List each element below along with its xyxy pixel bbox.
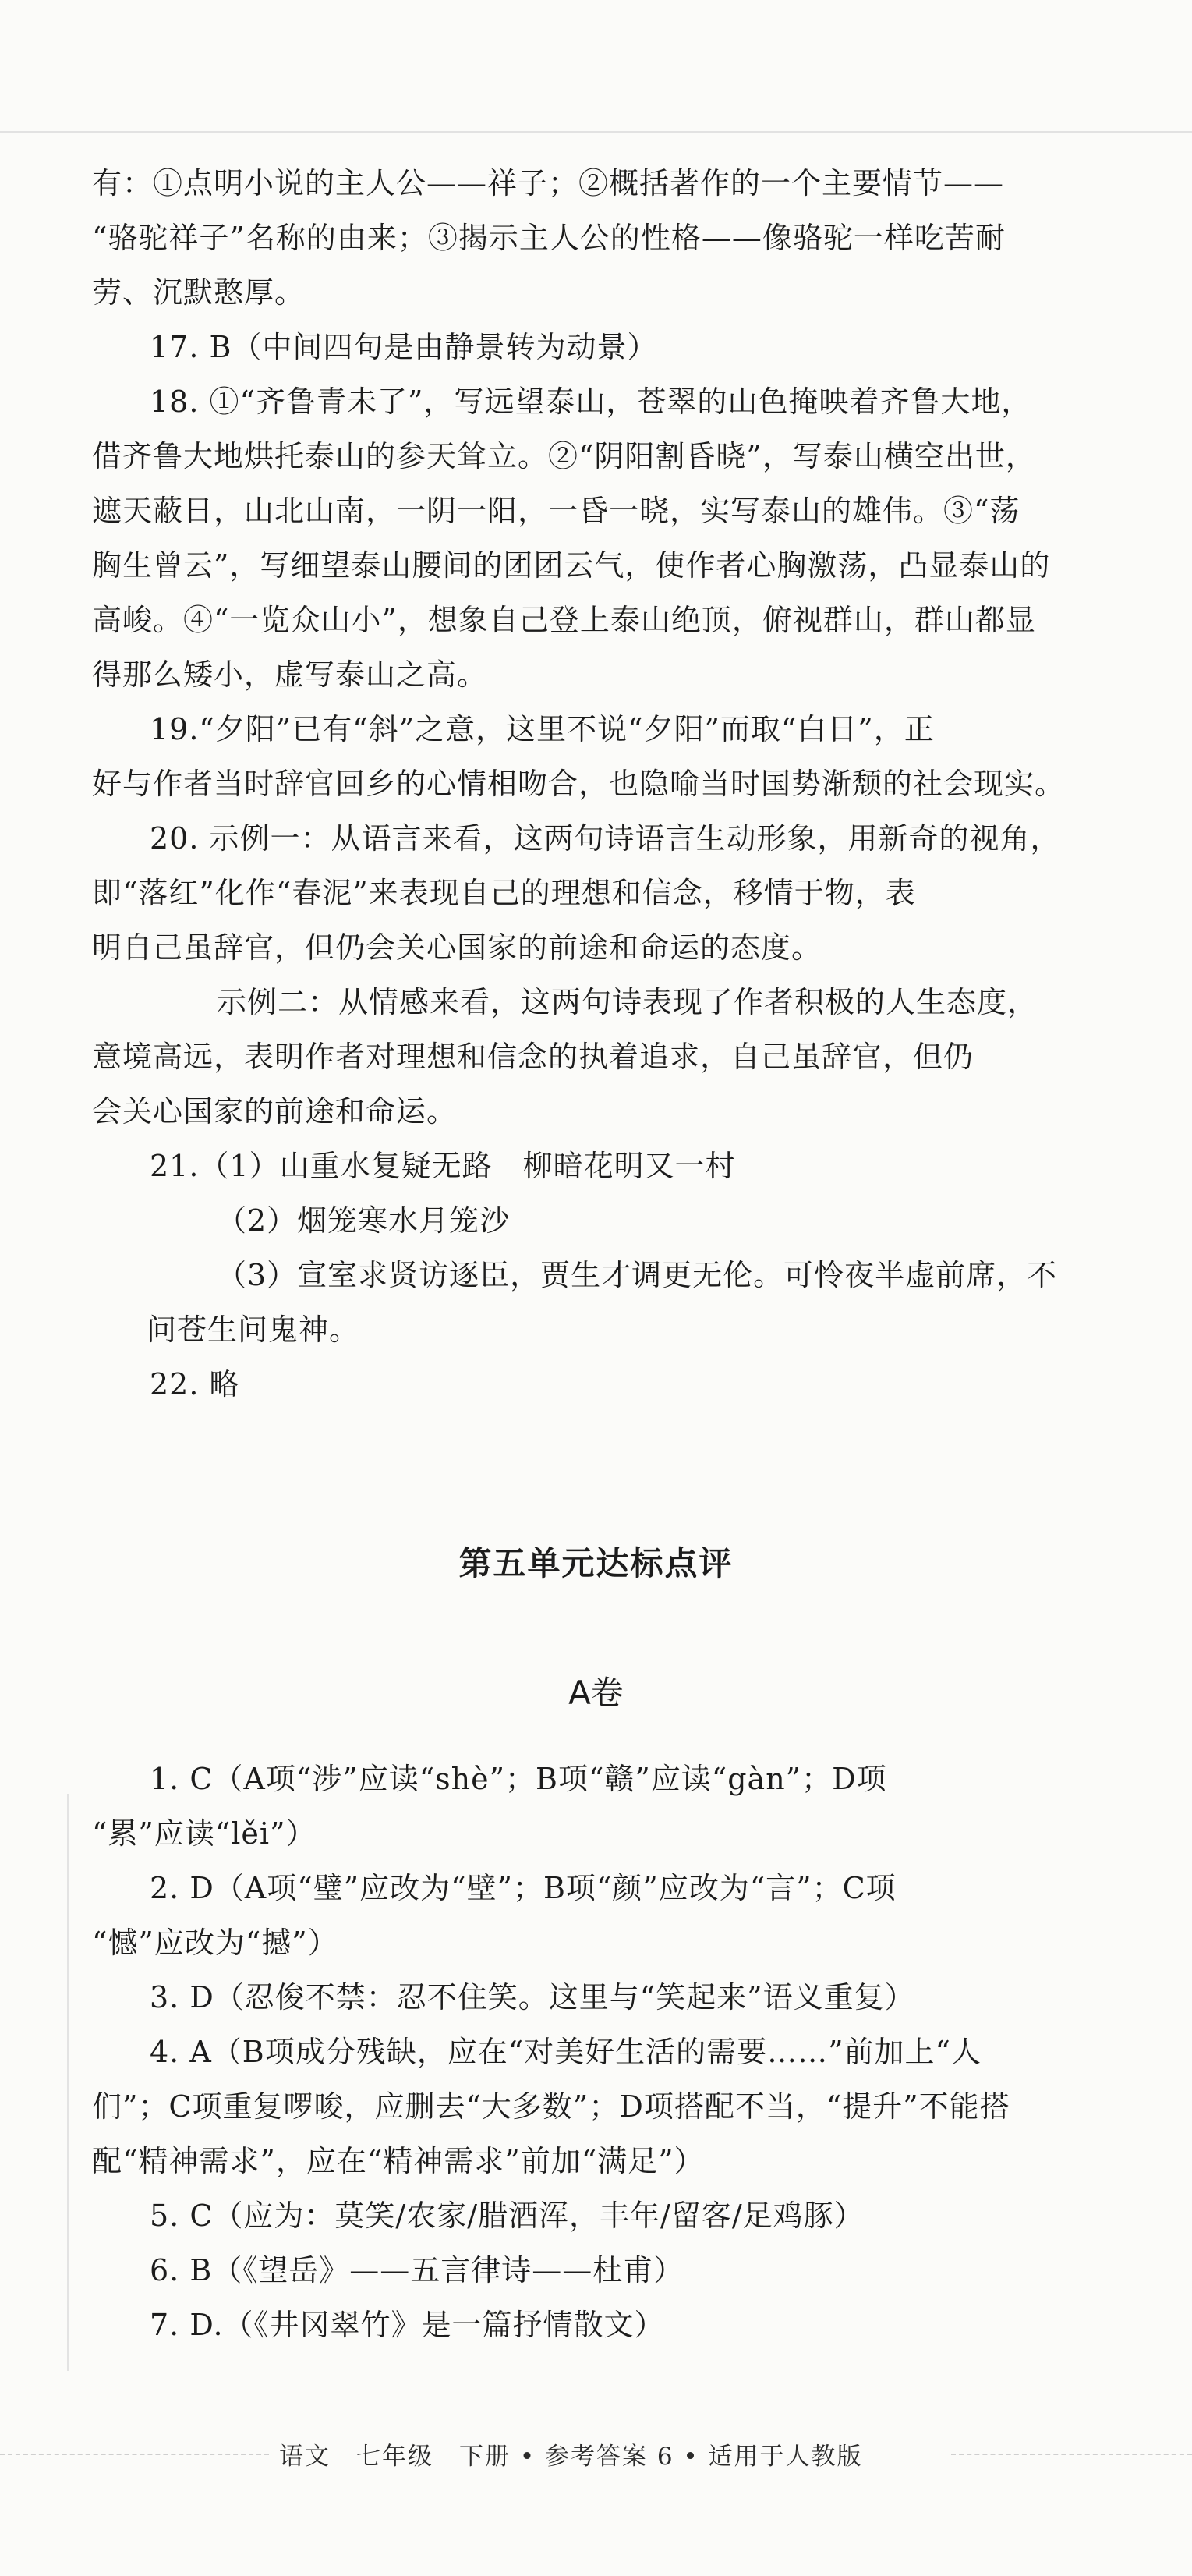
text-line: 2. D（A项“璧”应改为“壁”；B项“颜”应改为“言”；C项 [150, 1871, 897, 1905]
section-title: 第五单元达标点评 [458, 1544, 734, 1582]
footer-text: 语文 七年级 下册 • 参考答案 6 • 适用于人教版 [279, 2443, 863, 2471]
footer-dash-left [0, 2454, 269, 2455]
page-footer [0, 2430, 1192, 2477]
text-line: 们”；C项重复啰唆，应删去“大多数”；D项搭配不当，“提升”不能搭 [92, 2089, 1010, 2124]
text-line: 1. C（A项“涉”应读“shè”；B项“赣”应读“gàn”；D项 [150, 1762, 887, 1796]
text-line: 明自己虽辞官，但仍会关心国家的前途和命运的态度。 [92, 930, 822, 965]
text-line: （3）宣室求贤访逐臣，贾生才调更无伦。可怜夜半虚前席，不 [217, 1258, 1058, 1292]
margin-rule [67, 1794, 69, 2371]
text-line: 18. ①“齐鲁青未了”，写远望泰山，苍翠的山色掩映着齐鲁大地， [150, 384, 1032, 419]
text-line: 有：①点明小说的主人公——祥子；②概括著作的一个主要情节—— [92, 166, 1005, 200]
text-line: 好与作者当时辞官回乡的心情相吻合，也隐喻当时国势渐颓的社会现实。 [92, 767, 1066, 801]
text-line: 借齐鲁大地烘托泰山的参天耸立。②“阴阳割昏晓”，写泰山横空出世， [92, 439, 1036, 473]
section-subtitle: A卷 [568, 1674, 624, 1712]
text-line: 21.（1）山重水复疑无路 柳暗花明又一村 [150, 1149, 736, 1183]
top-divider [0, 131, 1192, 133]
text-line: 17. B（中间四句是由静景转为动景） [150, 330, 658, 364]
text-line: 得那么矮小，虚写泰山之高。 [92, 657, 488, 692]
answer-block-lower [92, 1752, 1121, 2352]
text-line: 20. 示例一：从语言来看，这两句诗语言生动形象，用新奇的视角， [150, 821, 1061, 856]
text-line: 劳、沉默憨厚。 [92, 275, 306, 310]
answer-block-upper [92, 156, 1121, 1412]
text-line: 4. A（B项成分残缺，应在“对美好生活的需要……”前加上“人 [150, 2035, 982, 2069]
text-line: “骆驼祥子”名称的由来；③揭示主人公的性格——像骆驼一样吃苦耐 [92, 221, 1006, 255]
text-line: 3. D（忍俊不禁：忍不住笑。这里与“笑起来”语义重复） [150, 1980, 915, 2014]
text-line: 意境高远，表明作者对理想和信念的执着追求，自己虽辞官，但仍 [92, 1040, 974, 1074]
text-line: 7. D.（《井冈翠竹》是一篇抒情散文） [150, 2308, 665, 2342]
text-line: 示例二：从情感来看，这两句诗表现了作者积极的人生态度， [217, 985, 1038, 1019]
text-line: 22. 略 [150, 1367, 240, 1401]
footer-dash-right [951, 2454, 1192, 2455]
text-line: 遮天蔽日，山北山南，一阴一阳，一昏一晓，实写泰山的雄伟。③“荡 [92, 494, 1020, 528]
text-line: 胸生曾云”，写细望泰山腰间的团团云气，使作者心胸激荡，凸显泰山的 [92, 548, 1051, 583]
text-line: 6. B（《望岳》——五言律诗——杜甫） [150, 2253, 684, 2287]
text-line: “憾”应改为“撼”） [92, 1926, 338, 1960]
text-line: 会关心国家的前途和命运。 [92, 1094, 458, 1129]
text-line: 配“精神需求”，应在“精神需求”前加“满足”） [92, 2144, 705, 2178]
text-line: （2）烟笼寒水月笼沙 [217, 1203, 511, 1238]
text-line: 5. C（应为：莫笑/农家/腊酒浑，丰年/留客/足鸡豚） [150, 2199, 865, 2233]
text-line: 问苍生问鬼神。 [147, 1313, 360, 1347]
text-line: 19.“夕阳”已有“斜”之意，这里不说“夕阳”而取“白日”，正 [150, 712, 935, 746]
text-line: 高峻。④“一览众山小”，想象自己登上泰山绝顶，俯视群山，群山都显 [92, 603, 1036, 637]
text-line: “累”应读“lěi”） [92, 1816, 317, 1851]
text-line: 即“落红”化作“春泥”来表现自己的理想和信念，移情于物，表 [92, 876, 916, 910]
